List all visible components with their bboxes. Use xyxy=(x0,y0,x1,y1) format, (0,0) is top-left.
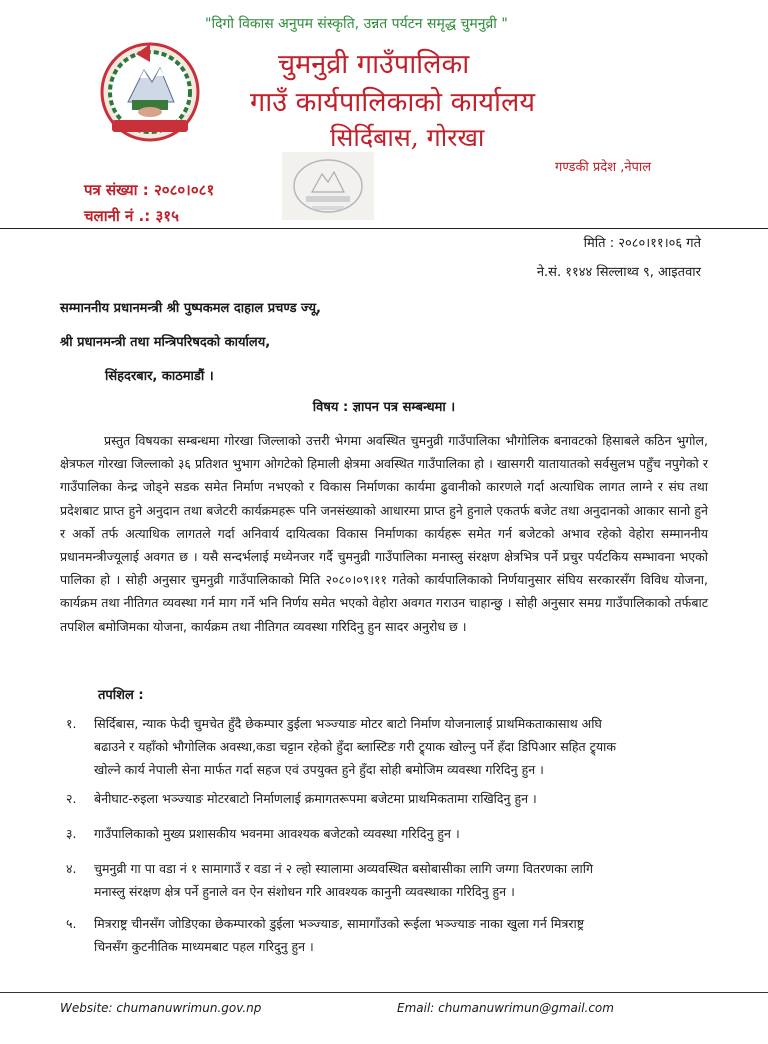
nepal-emblem-icon xyxy=(98,40,202,144)
list-item xyxy=(62,712,708,781)
office-location: सिर्दिबास, गोरखा xyxy=(330,123,485,152)
email-link[interactable]: Email: chumanuwrimun@gmail.com xyxy=(397,1001,614,1015)
letter-reference-number: पत्र संख्या : २०८०।०८१ xyxy=(84,181,215,199)
list-item xyxy=(62,857,708,903)
list-item-text: सिर्दिबास, न्याक फेदी चुमचेत हुँदै छेकम्पार डुईला भञ्ज्याङ मोटर बाटो निर्माण योजनालाई प्राथमिकताकासाथ अघि xyxy=(94,716,602,731)
list-item-text: चुमनुव्री गा पा वडा नं १ सामागाउँ र वडा नं २ ल्हो स्यालामा अव्यवस्थित बसोबासीका लागि जग्गा वितरणका लागि xyxy=(94,861,594,876)
addressee-name: सम्माननीय प्रधानमन्त्री श्री पुष्पकमल दाहाल प्रचण्ड ज्यू, xyxy=(60,301,321,316)
letter-subject: विषय : ज्ञापन पत्र सम्बन्धमा । xyxy=(312,400,456,415)
list-item-text: मित्रराष्ट्र चीनसँग जोडिएका छेकम्पारको डुईला भञ्ज्याङ, सामागाँउको रूईला भञ्ज्याङ नाका खुला गर्न मित्रराष्ट्र xyxy=(94,916,585,931)
list-item-number: ५. xyxy=(66,916,77,931)
details-heading: तपशिल : xyxy=(98,688,144,703)
list-item-text: चिनसँग कुटनीतिक माध्यमबाट पहल गरिदुनु हुन । xyxy=(94,939,314,954)
list-item xyxy=(62,787,708,810)
province-label: गण्डकी प्रदेश ,नेपाल xyxy=(555,160,652,175)
letterhead-motto: "दिगो विकास अनुपम संस्कृति, उन्नत पर्यटन समृद्ध चुमनुव्री " xyxy=(205,16,508,32)
office-name: चुमनुव्री गाउँपालिका xyxy=(278,49,470,80)
list-item-text: बढाउने र यहाँको भौगोलिक अवस्था,कडा चट्टान रहेको हुँदा ब्लास्टिङ गरी ट्र्याक खोल्नु पर्ने हँदा डिपिआर सहित ट्र्याक xyxy=(94,739,616,754)
list-item-text: बेनीघाट-रुइला भञ्ज्याङ मोटरबाटो निर्माणलाई क्रमागतरूपमा बजेटमा प्राथमिकतामा राखिदिनु हुन । xyxy=(94,791,537,806)
list-item-number: ४. xyxy=(66,861,77,876)
list-item xyxy=(62,822,708,845)
letter-date: मिति : २०८०।११।०६ गते xyxy=(583,236,701,251)
nepal-sambat-date: ने.सं. ११४४ सिल्लाथ्व ९, आइतवार xyxy=(536,265,701,280)
list-item-text: गाउँपालिकाको मुख्य प्रशासकीय भवनमा आवश्यक बजेटको व्यवस्था गरिदिनु हुन । xyxy=(94,826,460,841)
list-item-text: मनास्लु संरक्षण क्षेत्र पर्ने हुनाले वन ऐन संशोधन गरि आवश्यक कानुनी व्यवस्थाका गरिदिनु हुन । xyxy=(94,884,515,899)
footer-divider xyxy=(0,992,768,993)
list-item-number: २. xyxy=(66,791,77,806)
list-item-number: १. xyxy=(66,716,77,731)
list-item-number: ३. xyxy=(66,826,77,841)
header-divider xyxy=(0,228,768,229)
letter-body: प्रस्तुत विषयका सम्बन्धमा गोरखा जिल्लाको उत्तरी भेगमा अवस्थित चुमनुव्री गाउँपालिका भौगोलिक बनावटको हिसाबले कठिन भुगोल, क्षेत्रफल गोरखा जिल्लाको ३६ प्रतिशत भुभाग ओगटेको हिमाली क्षेत्रमा अवस्थित गाउँपालिका हो । खासगरी यातायातको सर्वसुलभ पहुँच नपुगेको र गाउँपालिका केन्द्र जोड्ने सडक समेत निर्माण नभएको र विकास निर्माणका कार्यमा ढुवानीको कारणले गर्दा अत्याधिक लागत लाग्ने र संघ तथा प्रदेशबाट प्राप्त हुने अनुदान तथा बजेटरी कार्यक्रमहरू पनि जनसंख्याको आधारमा प्राप्त हुने हुनाले एकतर्फ बजेट तथा अनुदानको आकार सानो हुने र अर्को तर्फ अत्याधिक लागतले गर्दा अनिवार्य दायित्वका विकास निर्माणका कार्यहरू समेत गर्न बजेटको अभाव रहेको वेहोरा सम्माननीय प्रधानमन्त्रीज्यूलाई अवगत छ । यसै सन्दर्भलाई मध्येनजर गर्दै चुमनुव्री गाउँपालिका मनास्लु संरक्षण क्षेत्रभित्र पर्ने प्रचुर पर्यटकिय सम्भावना भएको पालिका हो । सोही अनुसार चुमनुव्री गाउँपालिकाको मिति २०८०।०९।११ गतेको कार्यपालिकाको निर्णयानुसार संघिय सरकारसँग विविध योजना, कार्यक्रम तथा नीतिगत व्यवस्था गर्न माग गर्ने भनि निर्णय समेत भएको वेहोरा अवगत गराउन चाहान्छु । सोही अनुसार समग्र गाउँपालिकाको तर्फबाट तपशिल बमोजिमका योजना, कार्यक्रम तथा नीतिगत व्यवस्था गरिदिनु हुन सादर अनुरोध छ । xyxy=(60,433,708,634)
addressee-location: सिंहदरबार, काठमाडौं । xyxy=(105,369,214,384)
list-item-text: खोल्ने कार्य नेपाली सेना मार्फत गर्दा सहज एवं उपयुक्त हुने हुँदा सोही बमोजिम व्यवस्था गरिदिनु हुन । xyxy=(94,762,544,777)
office-subtitle: गाउँ कार्यपालिकाको कार्यालय xyxy=(250,87,535,118)
office-stamp-icon xyxy=(282,152,374,220)
addressee-office: श्री प्रधानमन्त्री तथा मन्त्रिपरिषदको कार्यालय, xyxy=(60,335,271,350)
website-link[interactable]: Website: chumanuwrimun.gov.np xyxy=(60,1001,262,1015)
dispatch-number: चलानी नं .: ३१५ xyxy=(84,207,179,225)
list-item xyxy=(62,912,708,958)
